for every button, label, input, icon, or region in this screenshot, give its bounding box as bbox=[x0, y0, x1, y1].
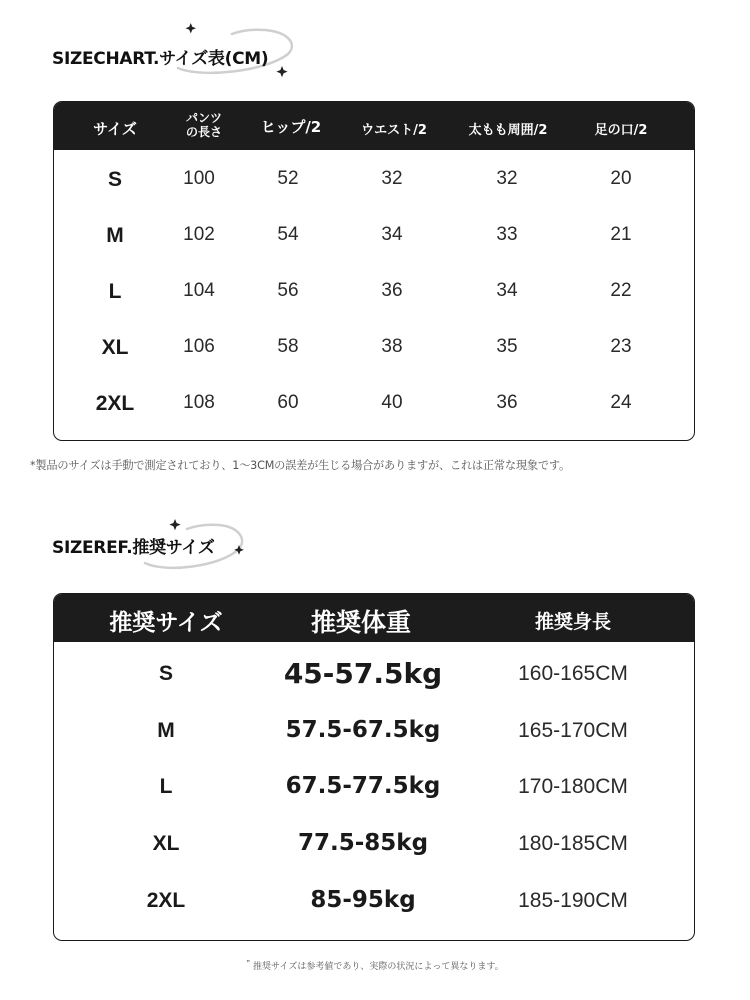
size-cell: XL bbox=[152, 832, 180, 855]
thigh-cell: 34 bbox=[496, 280, 518, 301]
height-cell: 165-170CM bbox=[518, 719, 628, 742]
hem-cell: 22 bbox=[610, 280, 632, 301]
size-chart-title: SIZECHART.サイズ表(CM) bbox=[52, 49, 269, 69]
size-cell: S bbox=[158, 662, 174, 685]
weight-cell: 67.5-77.5kg bbox=[285, 773, 441, 799]
pants-length-cell: 106 bbox=[183, 336, 215, 357]
size-cell: M bbox=[157, 719, 175, 742]
header-size: サイズ bbox=[93, 120, 137, 138]
weight-cell: 85-95kg bbox=[310, 887, 416, 913]
height-cell: 170-180CM bbox=[518, 775, 628, 798]
size-cell: L bbox=[159, 775, 173, 798]
hem-cell: 23 bbox=[610, 336, 632, 357]
waist-cell: 38 bbox=[381, 336, 403, 357]
hem-cell: 24 bbox=[610, 392, 632, 413]
thigh-cell: 36 bbox=[496, 392, 518, 413]
waist-cell: 40 bbox=[381, 392, 403, 413]
header-waist: ウエスト/2 bbox=[361, 123, 427, 138]
weight-cell: 57.5-67.5kg bbox=[285, 717, 441, 743]
header-recommended-height: 推奨身長 bbox=[534, 611, 612, 633]
pants-length-cell: 102 bbox=[183, 224, 215, 245]
size-ref-title: SIZEREF.推奨サイズ bbox=[52, 538, 215, 558]
height-cell: 180-185CM bbox=[518, 832, 628, 855]
weight-cell: 45-57.5kg bbox=[283, 657, 443, 690]
waist-cell: 32 bbox=[381, 168, 403, 189]
thigh-cell: 35 bbox=[496, 336, 518, 357]
hip-cell: 58 bbox=[277, 336, 299, 357]
size-ref-table bbox=[53, 593, 695, 941]
waist-cell: 36 bbox=[381, 280, 403, 301]
weight-cell: 77.5-85kg bbox=[297, 830, 429, 856]
reference-disclaimer-text: 推奨サイズは参考値であり、実際の状況によって異なります。 bbox=[253, 962, 504, 972]
size-cell: 2XL bbox=[146, 889, 186, 912]
size-cell: M bbox=[106, 224, 124, 247]
note-mark-icon: ❞ bbox=[246, 959, 251, 967]
hem-cell: 21 bbox=[610, 224, 632, 245]
height-cell: 160-165CM bbox=[518, 662, 628, 685]
size-cell: 2XL bbox=[95, 392, 135, 415]
header-hip: ヒップ/2 bbox=[260, 118, 322, 136]
pants-length-cell: 100 bbox=[183, 168, 215, 189]
pants-length-cell: 104 bbox=[183, 280, 215, 301]
height-cell: 185-190CM bbox=[518, 889, 628, 912]
size-chart-table bbox=[53, 101, 695, 441]
header-recommended-size: 推奨サイズ bbox=[109, 610, 223, 636]
hip-cell: 60 bbox=[277, 392, 299, 413]
thigh-cell: 33 bbox=[496, 224, 518, 245]
header-hem: 足の口/2 bbox=[594, 123, 648, 138]
size-ref-header-row bbox=[54, 594, 694, 642]
size-cell: S bbox=[107, 168, 123, 191]
waist-cell: 34 bbox=[381, 224, 403, 245]
hem-cell: 20 bbox=[610, 168, 632, 189]
reference-disclaimer bbox=[0, 959, 750, 972]
size-cell: L bbox=[108, 280, 122, 303]
pants-length-cell: 108 bbox=[183, 392, 215, 413]
size-chart-header-row bbox=[54, 102, 694, 150]
hip-cell: 52 bbox=[277, 168, 299, 189]
thigh-cell: 32 bbox=[496, 168, 518, 189]
header-recommended-weight: 推奨体重 bbox=[310, 608, 412, 637]
hip-cell: 54 bbox=[277, 224, 299, 245]
hip-cell: 56 bbox=[277, 280, 299, 301]
size-cell: XL bbox=[101, 336, 129, 359]
header-thigh: 太もも周囲/2 bbox=[468, 123, 548, 138]
header-pants-length: パンツ の長さ bbox=[185, 111, 223, 139]
measurement-disclaimer: *製品のサイズは手動で測定されており、1～3CMの誤差が生じる場合がありますが、これは正常な現象です。 bbox=[30, 459, 570, 472]
